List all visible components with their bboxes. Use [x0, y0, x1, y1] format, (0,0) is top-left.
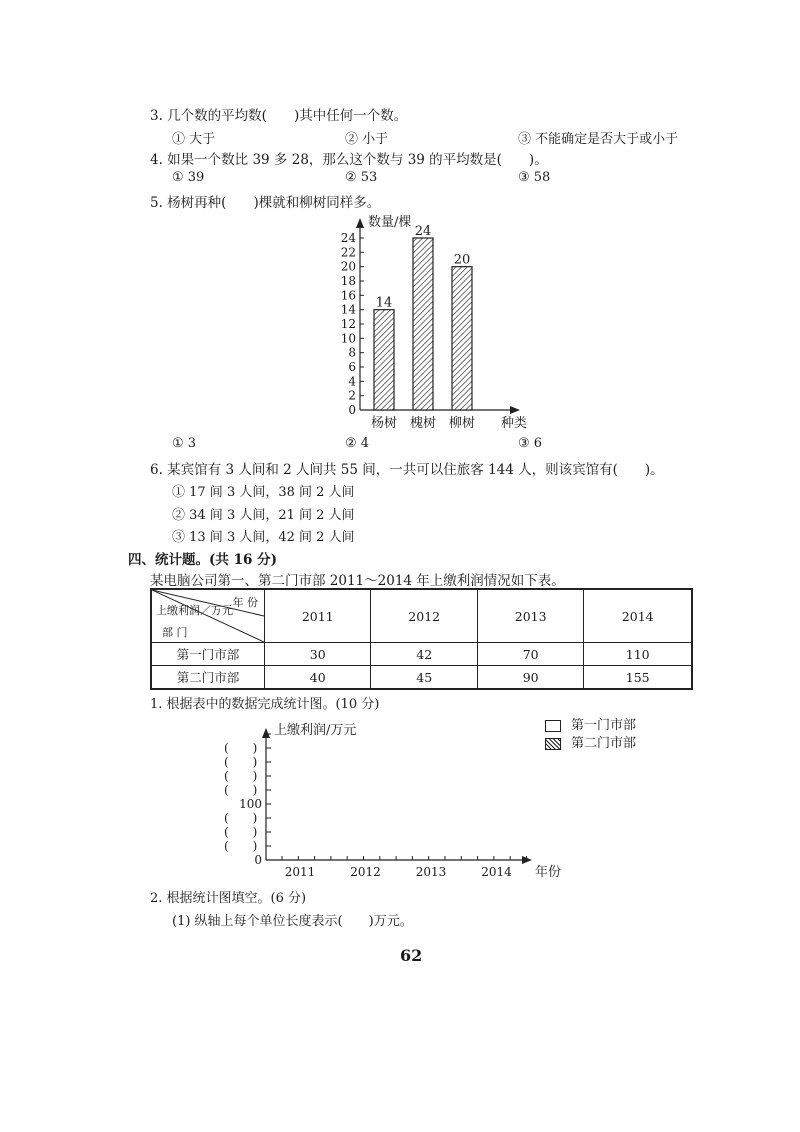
- y-tick-blank: ( ): [224, 825, 258, 839]
- y-tick-blank: ( ): [224, 783, 258, 797]
- category-label: 2012: [350, 865, 381, 879]
- tree-bar-chart: [320, 210, 540, 435]
- x-axis-arrow: [510, 406, 520, 414]
- y-axis-title: 上缴利润/万元: [274, 723, 357, 738]
- year-header-2011: 2011: [265, 589, 371, 643]
- y-tick-label: 14: [340, 302, 356, 317]
- category-label: 2014: [481, 865, 512, 879]
- bar-杨树: [374, 310, 394, 410]
- row-label: 第二门市部: [151, 666, 265, 690]
- sub-question-2: 2. 根据统计图填空。(6 分): [150, 891, 307, 906]
- sub-question-2-1: (1) 纵轴上每个单位长度表示( )万元。: [172, 914, 413, 929]
- category-label: 2013: [415, 865, 447, 879]
- corner-label-profit: 上缴利润／万元: [156, 604, 233, 617]
- q4-stem: 4. 如果一个数比 39 多 28，那么这个数与 39 的平均数是( )。: [150, 152, 548, 168]
- y-tick-label: 2: [348, 388, 356, 403]
- q3-option-3: ③ 不能确定是否大于或小于: [518, 132, 679, 147]
- y-axis-arrow: [356, 218, 364, 228]
- y-tick-label: 18: [340, 274, 356, 288]
- category-label: 槐树: [409, 416, 437, 431]
- q6-option-1: ① 17 间 3 人间，38 间 2 人间: [172, 485, 355, 500]
- y-tick-label: 4: [348, 374, 356, 389]
- data-label: 24: [414, 224, 432, 239]
- q6-stem: 6. 某宾馆有 3 人间和 2 人间共 55 间，一共可以住旅客 144 人，则该宾馆有( )。: [150, 462, 664, 478]
- legend-label-first: 第一门市部: [571, 718, 637, 733]
- year-header-2012: 2012: [371, 589, 477, 643]
- q6-option-3: ③ 13 间 3 人间，42 间 2 人间: [172, 530, 355, 545]
- category-label: 杨树: [370, 416, 398, 431]
- q3-option-2: ② 小于: [345, 132, 389, 147]
- q6-option-2: ② 34 间 3 人间，21 间 2 人间: [172, 508, 355, 523]
- y-tick-label-0: 0: [254, 853, 262, 867]
- section-4-title: 四、统计题。(共 16 分): [128, 552, 277, 568]
- y-tick-label: 22: [340, 245, 356, 260]
- table-cell: 30: [265, 643, 371, 666]
- q5-option-3: ③ 6: [518, 436, 543, 451]
- y-tick-label: 0: [348, 403, 356, 417]
- q4-option-2: ② 53: [345, 170, 378, 185]
- category-label: 柳树: [448, 416, 476, 431]
- y-axis-arrow: [262, 728, 270, 738]
- profit-blank-chart: [210, 718, 570, 883]
- y-tick-label: 6: [348, 360, 356, 374]
- table-cell: 40: [265, 666, 371, 690]
- y-tick-label: 24: [340, 231, 356, 245]
- bar-柳树: [452, 267, 472, 410]
- x-axis-title: 种类: [500, 416, 528, 431]
- y-axis-title: 数量/棵: [368, 215, 412, 230]
- y-tick-label: 12: [340, 317, 356, 331]
- table-row: [151, 643, 692, 666]
- page-number: 62: [400, 946, 423, 965]
- sub-question-1: 1. 根据表中的数据完成统计图。(10 分): [150, 697, 380, 712]
- table-header-row: [151, 589, 692, 643]
- y-tick-label: 8: [348, 345, 356, 360]
- q5-option-2: ② 4: [345, 436, 370, 451]
- y-tick-blank: ( ): [224, 811, 258, 825]
- profit-table: [150, 588, 693, 690]
- q5-stem: 5. 杨树再种( )棵就和柳树同样多。: [150, 195, 381, 211]
- y-tick-blank: ( ): [224, 755, 258, 769]
- table-row: [151, 666, 692, 690]
- table-cell: 45: [371, 666, 477, 690]
- y-tick-label: 16: [340, 288, 356, 303]
- table-cell: 90: [477, 666, 583, 690]
- row-label: 第一门市部: [151, 643, 265, 666]
- corner-label-year: 年 份: [232, 596, 258, 609]
- table-cell: 110: [584, 643, 692, 666]
- legend-label-second: 第二门市部: [571, 736, 637, 751]
- year-header-2013: 2013: [477, 589, 583, 643]
- q4-option-3: ③ 58: [518, 170, 551, 185]
- data-label: 20: [453, 252, 471, 268]
- section-4-intro: 某电脑公司第一、第二门市部 2011～2014 年上缴利润情况如下表。: [150, 573, 565, 589]
- table-cell: 42: [371, 643, 477, 666]
- table-cell: 155: [584, 666, 692, 690]
- y-tick-blank: ( ): [224, 839, 258, 853]
- q4-option-1: ① 39: [172, 170, 205, 185]
- y-tick-label: 20: [340, 259, 356, 274]
- y-tick-label-100: 100: [239, 797, 262, 811]
- table-cell: 70: [477, 643, 583, 666]
- y-tick-blank: ( ): [224, 741, 258, 755]
- y-tick-label: 10: [340, 331, 356, 346]
- corner-label-department: 部 门: [162, 626, 188, 639]
- table-corner-cell: [151, 589, 265, 643]
- q3-option-1: ① 大于: [172, 132, 216, 147]
- q5-option-1: ① 3: [172, 436, 197, 451]
- x-axis-title: 年份: [534, 865, 562, 880]
- data-label: 14: [375, 295, 393, 311]
- q3-stem: 3. 几个数的平均数( )其中任何一个数。: [150, 108, 408, 124]
- year-header-2014: 2014: [584, 589, 692, 643]
- bar-槐树: [413, 238, 433, 410]
- category-label: 2011: [284, 865, 316, 879]
- y-tick-blank: ( ): [224, 769, 258, 783]
